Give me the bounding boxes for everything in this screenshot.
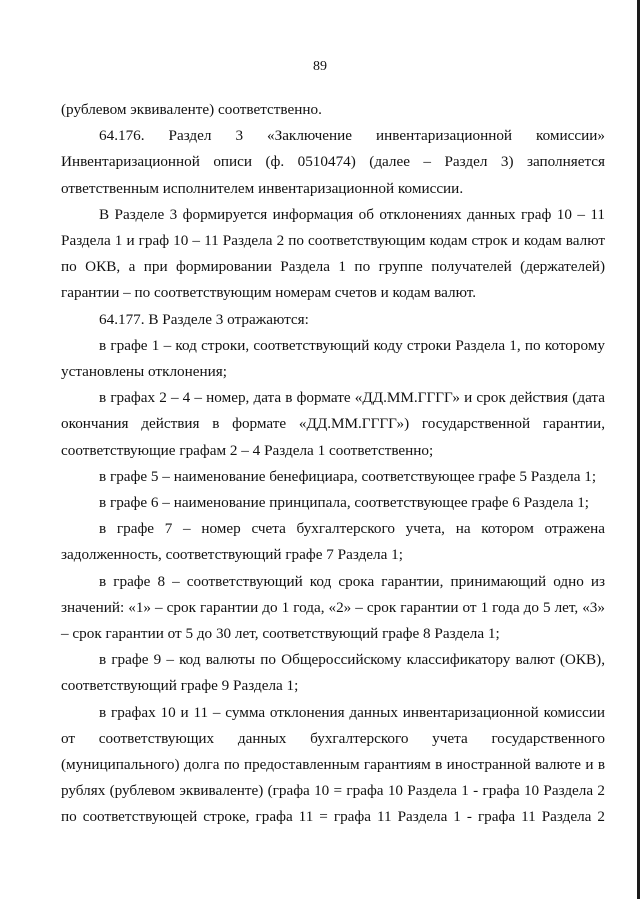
paragraph-column-1: в графе 1 – код строки, соответствующий коду строки Раздела 1, по которому установлены отклонения;: [61, 336, 605, 381]
paragraph-column-7: в графе 7 – номер счета бухгалтерского учета, на котором отражена задолженность, соответствующий графе 7 Раздела 1;: [61, 520, 605, 564]
paragraph-continuation: (рублевом эквиваленте) соответственно.: [61, 101, 322, 118]
paragraph-column-5: в графе 5 – наименование бенефициара, соответствующее графе 5 Раздела 1;: [99, 467, 597, 485]
paragraph-column-6: в графе 6 – наименование принципала, соответствующее графе 6 Раздела 1;: [99, 494, 590, 512]
paragraph-columns-2-4: в графах 2 – 4 – номер, дата в формате «ДД.ММ.ГГГГ» и срок действия (дата окончания действия в формате «ДД.ММ.ГГГГ») государственной гарантии, соответствующие графам 2 – 4 Раздела 1 соответственно;: [61, 389, 605, 459]
document-body: [61, 97, 605, 831]
paragraph-64-177: 64.177. В Разделе 3 отражаются:: [99, 310, 309, 328]
page-number: 89: [313, 59, 327, 74]
paragraph-64-176: 64.176. Раздел 3 «Заключение инвентаризационной комиссии» Инвентаризационной описи (ф. 0510474) (далее – Раздел 3) заполняется ответственным исполнителем инвентаризационной комиссии.: [61, 127, 605, 197]
paragraph-section-3-info: В Разделе 3 формируется информация об отклонениях данных граф 10 – 11 Раздела 1 и граф 10 – 11 Раздела 2 по соответствующим кодам строк и кодам валют по ОКВ, а при формировании Раздела 1 по группе получателей (держателей) гарантии – по соответствующим номерам счетов и кодам валют.: [61, 205, 605, 302]
paragraph-columns-10-11: в графах 10 и 11 – сумма отклонения данных инвентаризационной комиссии от соответствующих данных бухгалтерского учета государственного (муниципального) долга по предоставленным гарантиям в иностранной валюте и в рублях (рублевом эквиваленте) (графа 10 = графа 10 Раздела 1 - графа 10 Раздела 2 по соответствующей строке, графа 11 = графа 11 Раздела 1 - графа 11 Раздела 2: [61, 703, 605, 826]
paragraph-column-8: в графе 8 – соответствующий код срока гарантии, принимающий одно из значений: «1» – срок гарантии до 1 года, «2» – срок гарантии от 1 года до 5 лет, «3» – срок гарантии от 5 до 30 лет, соответствующий графе 8 Раздела 1;: [61, 572, 605, 643]
paragraph-column-9: в графе 9 – код валюты по Общероссийскому классификатору валют (ОКВ), соответствующий графе 9 Раздела 1;: [61, 651, 605, 695]
